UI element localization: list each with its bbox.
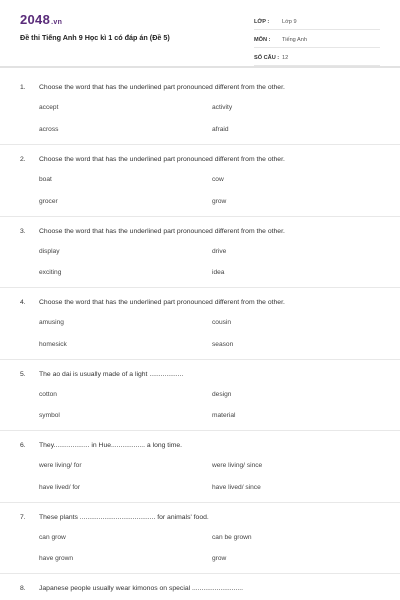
option-a[interactable]: boat — [39, 176, 52, 183]
question-text: Japanese people usually wear kimonos on special ........................... — [39, 585, 244, 592]
option-d[interactable]: grow — [212, 555, 227, 562]
question-item — [0, 359, 400, 431]
question-item — [0, 216, 400, 288]
option-d[interactable]: grow — [212, 198, 227, 205]
header-divider — [0, 66, 400, 68]
option-b[interactable]: cousin — [212, 319, 232, 326]
option-d[interactable]: material — [212, 412, 236, 419]
meta-row-class — [254, 14, 380, 30]
question-text: Choose the word that has the underlined part pronounced different from the other. — [39, 299, 285, 306]
option-b[interactable]: cow — [212, 176, 224, 183]
option-b[interactable]: design — [212, 391, 232, 398]
option-b[interactable]: drive — [212, 248, 227, 255]
question-number: 2. — [20, 156, 26, 163]
option-c[interactable]: across — [39, 126, 59, 133]
option-a[interactable]: can grow — [39, 534, 66, 541]
meta-row-subject — [254, 32, 380, 48]
option-d[interactable]: afraid — [212, 126, 229, 133]
logo-tld: .vn — [51, 19, 63, 26]
question-number: 7. — [20, 514, 26, 521]
meta-label: SỐ CÂU : — [254, 54, 280, 61]
option-b[interactable]: were living/ since — [212, 462, 263, 469]
meta-row-question-count — [254, 50, 380, 66]
document-header — [0, 0, 400, 66]
option-d[interactable]: have lived/ since — [212, 484, 261, 491]
option-a[interactable]: cotton — [39, 391, 57, 398]
option-c[interactable]: have grown — [39, 555, 74, 562]
question-number: 1. — [20, 84, 26, 91]
meta-value: 12 — [282, 54, 289, 61]
option-a[interactable]: were living/ for — [39, 462, 82, 469]
question-text: These plants ........................................ for animals' food. — [39, 514, 209, 521]
option-a[interactable]: accept — [39, 104, 59, 111]
logo-main: 2048 — [20, 12, 51, 27]
option-a[interactable]: amusing — [39, 319, 64, 326]
question-number: 6. — [20, 442, 26, 449]
document-title: Đề thi Tiếng Anh 9 Học kì 1 có đáp án (Đề 5) — [20, 33, 170, 42]
question-item — [0, 72, 400, 145]
option-a[interactable]: display — [39, 248, 60, 255]
document-meta — [254, 14, 380, 68]
question-number: 3. — [20, 228, 26, 235]
option-d[interactable]: season — [212, 341, 234, 348]
question-item — [0, 144, 400, 217]
meta-value: Tiếng Anh — [282, 36, 307, 43]
question-item — [0, 430, 400, 503]
question-item — [0, 573, 400, 600]
site-logo[interactable] — [20, 12, 62, 27]
meta-label: LỚP : — [254, 18, 270, 25]
option-c[interactable]: homesick — [39, 341, 67, 348]
question-text: Choose the word that has the underlined part pronounced different from the other. — [39, 156, 285, 163]
option-c[interactable]: have lived/ for — [39, 484, 81, 491]
option-d[interactable]: idea — [212, 269, 225, 276]
question-number: 4. — [20, 299, 26, 306]
question-text: Choose the word that has the underlined part pronounced different from the other. — [39, 228, 285, 235]
question-item — [0, 502, 400, 574]
option-c[interactable]: grocer — [39, 198, 58, 205]
option-b[interactable]: activity — [212, 104, 233, 111]
question-number: 5. — [20, 371, 26, 378]
question-item — [0, 287, 400, 360]
option-c[interactable]: exciting — [39, 269, 62, 276]
question-text: The ao dai is usually made of a light .................. — [39, 371, 184, 378]
meta-label: MÔN : — [254, 36, 271, 43]
question-text: They................... in Hue.................. a long time. — [39, 442, 183, 449]
question-number: 8. — [20, 585, 26, 592]
option-c[interactable]: symbol — [39, 412, 60, 419]
question-text: Choose the word that has the underlined part pronounced different from the other. — [39, 84, 285, 91]
option-b[interactable]: can be grown — [212, 534, 252, 541]
meta-value: Lớp 9 — [282, 18, 297, 25]
